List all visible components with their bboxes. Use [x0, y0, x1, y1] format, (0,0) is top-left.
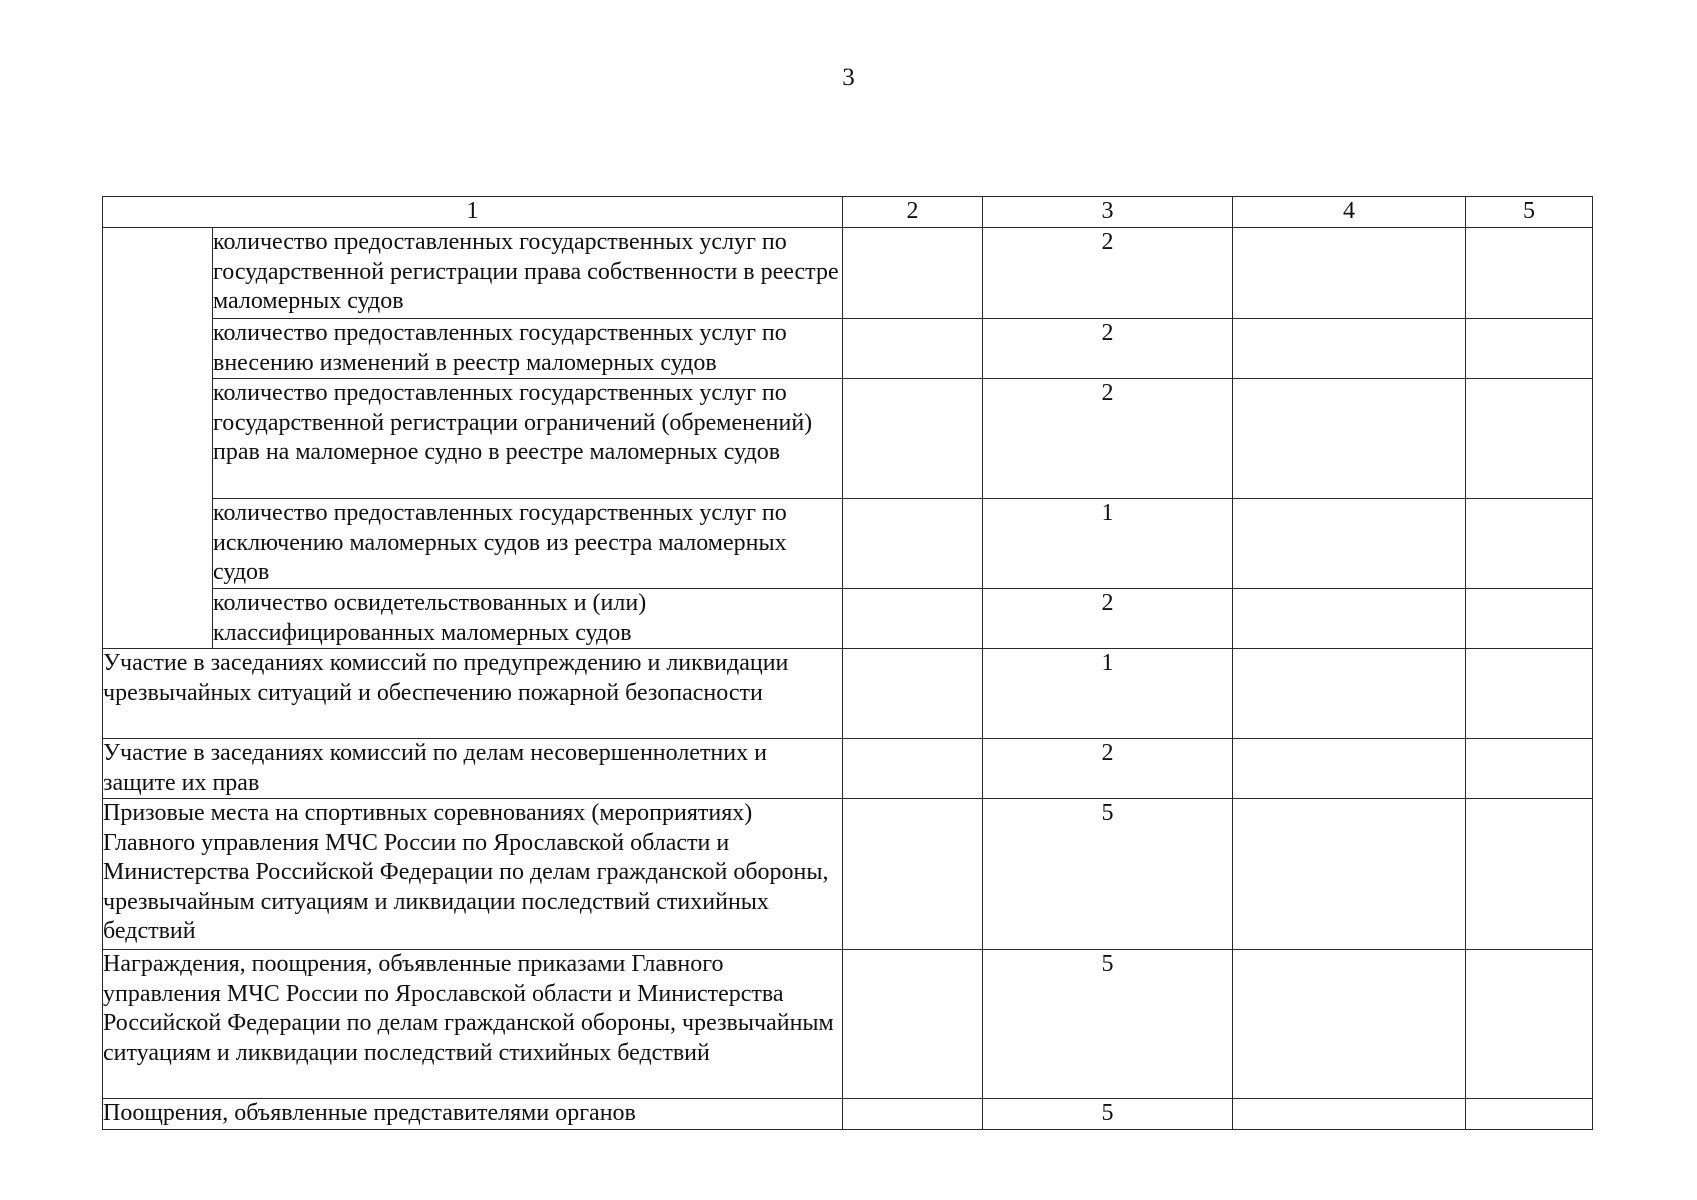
col-4-cell — [1233, 228, 1466, 319]
points-value: 5 — [983, 799, 1233, 950]
col-4-cell — [1233, 589, 1466, 649]
points-value: 2 — [983, 228, 1233, 319]
table-row — [103, 799, 1593, 950]
table-row — [103, 739, 1593, 799]
group-label-cell — [103, 228, 213, 649]
col-4-cell — [1233, 499, 1466, 589]
col-4-cell — [1233, 799, 1466, 950]
table-row — [103, 228, 1593, 319]
col-2-cell — [843, 379, 983, 499]
header-col-1: 1 — [103, 197, 843, 228]
indicator-text: количество освидетельствованных и (или) классифицированных маломерных судов — [213, 589, 843, 649]
indicator-text: Поощрения, объявленные представителями органов — [103, 1099, 843, 1130]
col-5-cell — [1466, 589, 1593, 649]
col-4-cell — [1233, 739, 1466, 799]
col-4-cell — [1233, 950, 1466, 1099]
col-2-cell — [843, 499, 983, 589]
indicator-text: Призовые места на спортивных соревнованиях (мероприятиях) Главного управления МЧС России по Ярославской области и Министерства Российской Федерации по делам гражданской обороны, чрезвычайным ситуациям и ликвидации последствий стихийных бедствий — [103, 799, 843, 950]
points-value: 2 — [983, 379, 1233, 499]
col-5-cell — [1466, 1099, 1593, 1130]
col-2-cell — [843, 649, 983, 739]
header-col-2: 2 — [843, 197, 983, 228]
col-5-cell — [1466, 739, 1593, 799]
col-5-cell — [1466, 649, 1593, 739]
indicator-text: количество предоставленных государственных услуг по государственной регистрации права собственности в реестре маломерных судов — [213, 228, 843, 319]
col-5-cell — [1466, 799, 1593, 950]
header-col-3: 3 — [983, 197, 1233, 228]
table-row — [103, 379, 1593, 499]
indicator-text: Участие в заседаниях комиссий по делам несовершеннолетних и защите их прав — [103, 739, 843, 799]
col-5-cell — [1466, 319, 1593, 379]
table-row — [103, 649, 1593, 739]
header-col-4: 4 — [1233, 197, 1466, 228]
col-2-cell — [843, 319, 983, 379]
col-2-cell — [843, 739, 983, 799]
points-value: 2 — [983, 319, 1233, 379]
col-2-cell — [843, 589, 983, 649]
points-value: 2 — [983, 739, 1233, 799]
col-2-cell — [843, 228, 983, 319]
col-4-cell — [1233, 319, 1466, 379]
table-row — [103, 319, 1593, 379]
indicator-text: Участие в заседаниях комиссий по предупреждению и ликвидации чрезвычайных ситуаций и обеспечению пожарной безопасности — [103, 649, 843, 739]
points-value: 5 — [983, 950, 1233, 1099]
col-5-cell — [1466, 499, 1593, 589]
col-5-cell — [1466, 228, 1593, 319]
header-col-5: 5 — [1466, 197, 1593, 228]
points-value: 2 — [983, 589, 1233, 649]
col-5-cell — [1466, 950, 1593, 1099]
points-value: 1 — [983, 499, 1233, 589]
table-row — [103, 1099, 1593, 1130]
col-2-cell — [843, 799, 983, 950]
table-row — [103, 589, 1593, 649]
col-2-cell — [843, 1099, 983, 1130]
col-2-cell — [843, 950, 983, 1099]
indicator-text: количество предоставленных государственных услуг по исключению маломерных судов из реестра маломерных судов — [213, 499, 843, 589]
col-5-cell — [1466, 379, 1593, 499]
indicator-text: количество предоставленных государственных услуг по внесению изменений в реестр маломерных судов — [213, 319, 843, 379]
indicator-text: Награждения, поощрения, объявленные приказами Главного управления МЧС России по Ярославской области и Министерства Российской Федерации по делам гражданской обороны, чрезвычайным ситуациям и ликвидации последствий стихийных бедствий — [103, 950, 843, 1099]
header-row — [103, 197, 1593, 228]
points-value: 1 — [983, 649, 1233, 739]
points-value: 5 — [983, 1099, 1233, 1130]
col-4-cell — [1233, 379, 1466, 499]
table-row — [103, 950, 1593, 1099]
table-row — [103, 499, 1593, 589]
col-4-cell — [1233, 649, 1466, 739]
indicator-text: количество предоставленных государственных услуг по государственной регистрации ограничений (обременений) прав на маломерное судно в реестре маломерных судов — [213, 379, 843, 499]
col-4-cell — [1233, 1099, 1466, 1130]
page-number: 3 — [842, 64, 855, 91]
criteria-table — [102, 196, 1593, 1130]
